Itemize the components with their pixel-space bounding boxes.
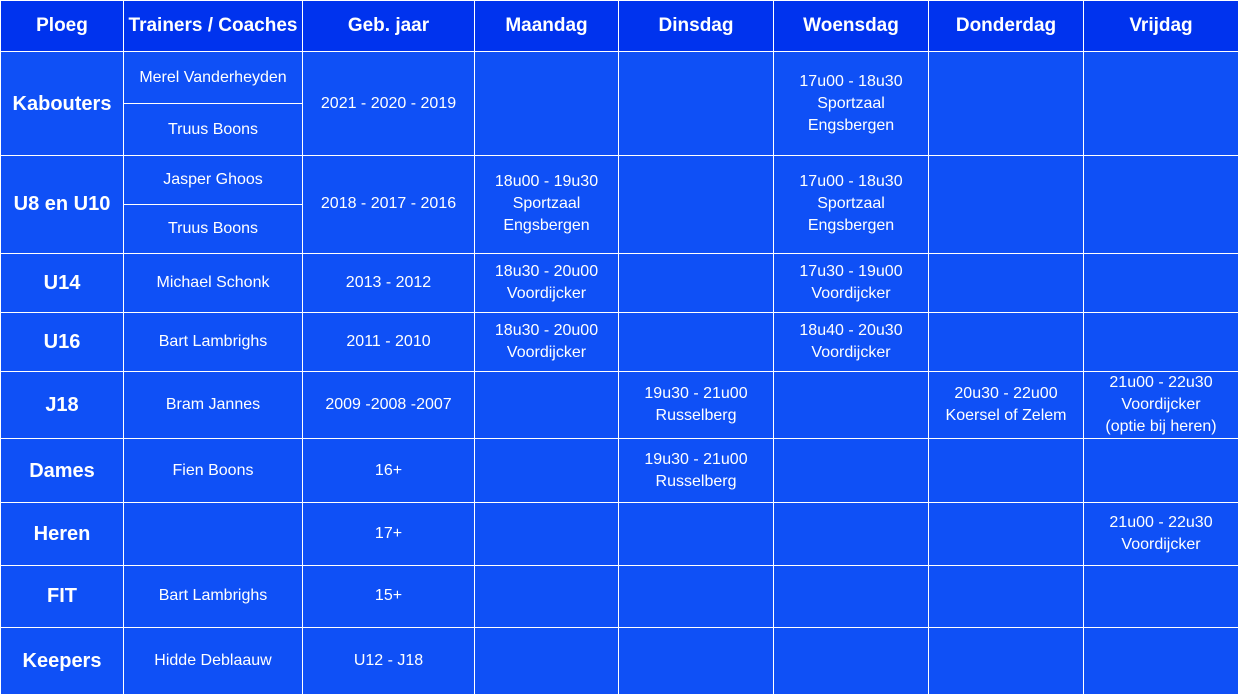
training-slot [619, 156, 774, 253]
training-slot [774, 371, 929, 438]
team-name: Heren [1, 503, 124, 565]
training-location: Koersel of Zelem [945, 407, 1067, 425]
header-maandag: Maandag [475, 1, 619, 52]
table-row [1, 371, 1238, 438]
birth-years: 2021 - 2020 - 2019 [303, 52, 475, 156]
table-row [1, 503, 1238, 565]
team-name: U14 [1, 253, 124, 312]
training-time: 18u30 - 20u00 [494, 321, 599, 339]
training-slot [619, 253, 774, 312]
schedule-body [1, 52, 1238, 695]
coach-name: Fien Boons [124, 439, 303, 503]
training-location: Engsbergen [503, 217, 590, 235]
coach-name: Michael Schonk [124, 253, 303, 312]
team-name: U8 en U10 [1, 156, 124, 253]
birth-years: 2009 -2008 -2007 [303, 371, 475, 438]
training-slot [1084, 439, 1238, 503]
training-location: Voordijcker [811, 284, 891, 302]
training-slot [1084, 371, 1238, 438]
birth-years: 2013 - 2012 [303, 253, 475, 312]
training-time: 20u30 - 22u00 [954, 385, 1058, 403]
training-slot [475, 312, 619, 371]
training-slot [774, 565, 929, 627]
training-slot [1084, 312, 1238, 371]
birth-years: 2018 - 2017 - 2016 [303, 156, 475, 253]
training-slot [619, 52, 774, 156]
training-slot [929, 156, 1084, 253]
training-slot [1084, 156, 1238, 253]
training-time: 19u30 - 21u00 [644, 450, 748, 468]
coach-name: Bart Lambrighs [124, 565, 303, 627]
training-time: 17u00 - 18u30 [799, 173, 903, 191]
coach-name: Hidde Deblaauw [124, 627, 303, 694]
training-slot [475, 627, 619, 694]
training-time: 18u40 - 20u30 [799, 321, 903, 339]
training-location: Voordijcker [506, 284, 587, 302]
training-slot [774, 253, 929, 312]
header-woensdag: Woensdag [774, 1, 929, 52]
training-slot [475, 253, 619, 312]
header-vrijdag: Vrijdag [1084, 1, 1238, 52]
table-row [1, 439, 1238, 503]
training-slot [619, 627, 774, 694]
training-time: 17u30 - 19u00 [799, 262, 903, 280]
training-slot [475, 52, 619, 156]
training-location: Voordijcker [1121, 396, 1201, 414]
training-location: Sportzaal [817, 94, 885, 112]
training-slot [1084, 52, 1238, 156]
coach-name: Merel Vanderheyden [124, 52, 303, 104]
team-name: U16 [1, 312, 124, 371]
team-name: J18 [1, 371, 124, 438]
training-time: 21u00 - 22u30 [1109, 513, 1213, 531]
team-name: FIT [1, 565, 124, 627]
training-slot [475, 156, 619, 253]
team-name: Dames [1, 439, 124, 503]
training-time: 18u30 - 20u00 [494, 262, 599, 280]
training-location: Sportzaal [512, 195, 581, 213]
training-location: (optie bij heren) [1105, 418, 1217, 436]
training-slot [475, 439, 619, 503]
training-location: Engsbergen [807, 217, 895, 235]
table-row [1, 312, 1238, 371]
training-slot [475, 565, 619, 627]
coach-name: Jasper Ghoos [124, 156, 303, 205]
training-location: Engsbergen [807, 116, 895, 134]
training-slot [774, 439, 929, 503]
team-name: Kabouters [1, 52, 124, 156]
training-time: 21u00 - 22u30 [1109, 374, 1213, 392]
training-slot [475, 371, 619, 438]
training-slot [929, 439, 1084, 503]
birth-years: U12 - J18 [303, 627, 475, 694]
header-geb-jaar: Geb. jaar [303, 1, 475, 52]
training-slot [475, 503, 619, 565]
table-row [1, 627, 1238, 694]
training-slot [1084, 503, 1238, 565]
training-slot [619, 565, 774, 627]
birth-years: 16+ [303, 439, 475, 503]
training-location: Voordijcker [1121, 535, 1201, 553]
training-slot [929, 371, 1084, 438]
training-time: 19u30 - 21u00 [644, 385, 748, 403]
training-slot [929, 565, 1084, 627]
table-row [1, 565, 1238, 627]
table-row [1, 253, 1238, 312]
training-location: Russelberg [655, 472, 737, 490]
table-row [1, 156, 1238, 205]
coach-name [124, 503, 303, 565]
training-slot [929, 52, 1084, 156]
birth-years: 2011 - 2010 [303, 312, 475, 371]
coach-name: Truus Boons [124, 104, 303, 156]
training-slot [929, 503, 1084, 565]
training-slot [1084, 627, 1238, 694]
header-ploeg: Ploeg [1, 1, 124, 52]
training-location: Russelberg [655, 407, 737, 425]
header-row [1, 1, 1238, 52]
training-slot [619, 312, 774, 371]
coach-name: Bram Jannes [124, 371, 303, 438]
training-location: Voordijcker [811, 343, 891, 361]
birth-years: 17+ [303, 503, 475, 565]
team-name: Keepers [1, 627, 124, 694]
training-slot [929, 312, 1084, 371]
birth-years: 15+ [303, 565, 475, 627]
training-slot [619, 503, 774, 565]
training-location: Voordijcker [506, 343, 587, 361]
training-slot [774, 627, 929, 694]
training-slot [774, 503, 929, 565]
header-donderdag: Donderdag [929, 1, 1084, 52]
training-slot [619, 371, 774, 438]
training-slot [774, 312, 929, 371]
coach-name: Truus Boons [124, 204, 303, 253]
table-row [1, 52, 1238, 104]
training-time: 17u00 - 18u30 [799, 72, 903, 90]
header-dinsdag: Dinsdag [619, 1, 774, 52]
training-slot [774, 52, 929, 156]
training-time: 18u00 - 19u30 [494, 173, 599, 191]
coach-name: Bart Lambrighs [124, 312, 303, 371]
training-slot [1084, 253, 1238, 312]
training-slot [929, 253, 1084, 312]
training-slot [619, 439, 774, 503]
training-location: Sportzaal [817, 195, 885, 213]
training-slot [1084, 565, 1238, 627]
training-slot [774, 156, 929, 253]
header-trainers: Trainers / Coaches [124, 1, 303, 52]
training-slot [929, 627, 1084, 694]
